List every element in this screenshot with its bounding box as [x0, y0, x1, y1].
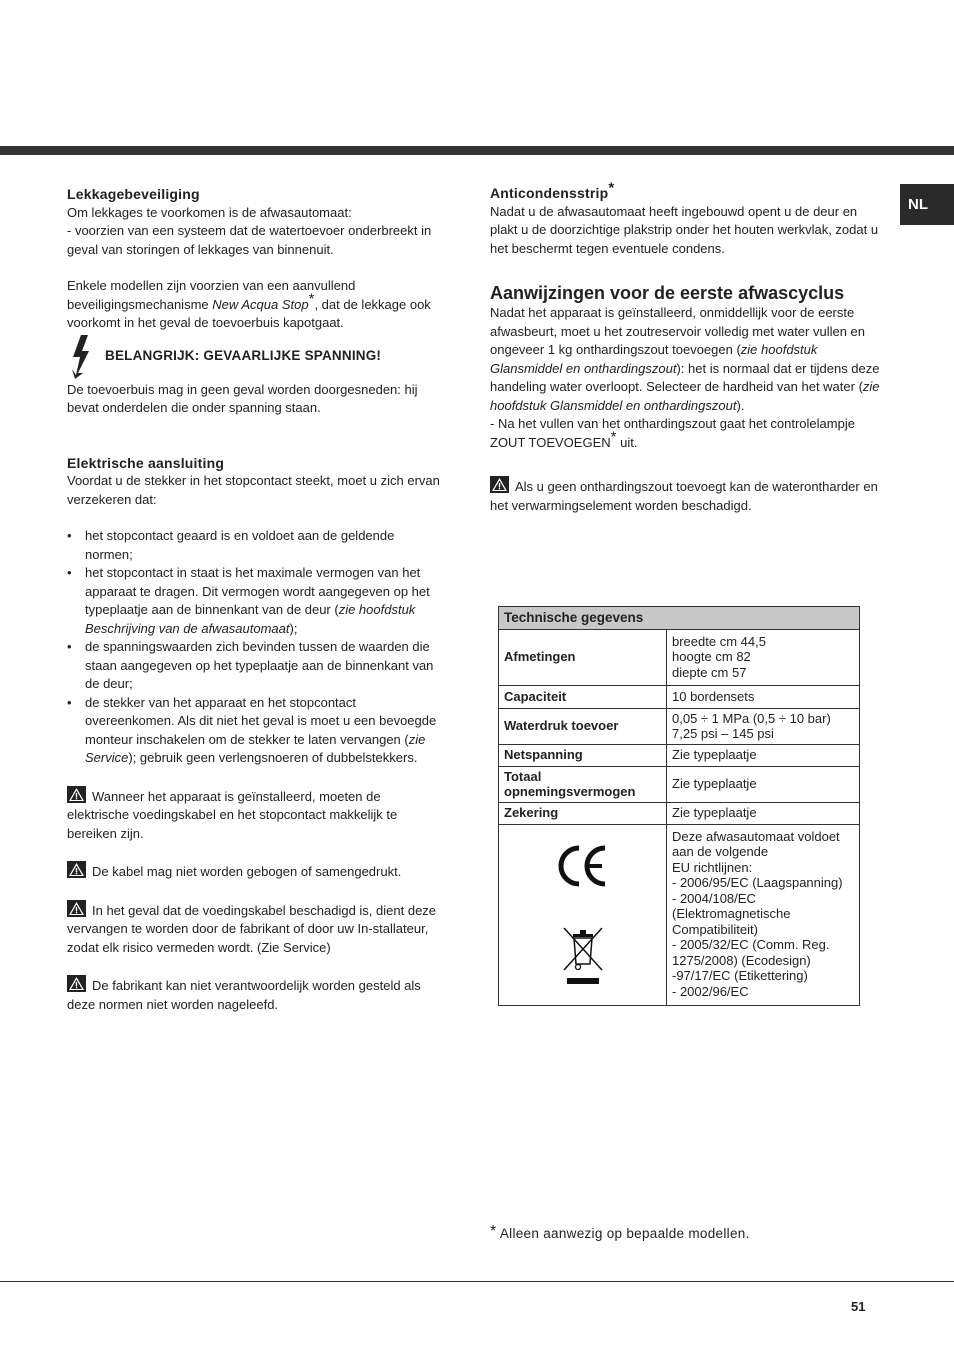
spec-key: Netspanning: [499, 744, 667, 766]
table-row: [499, 629, 860, 685]
warning-note: In het geval dat de voedingskabel beschadigd is, dient deze vervangen te worden door de fabrikant of door uw In-stallateur, zodat elk risico vermeden wordt. (Zie Service): [67, 900, 445, 958]
spec-key: Afmetingen: [499, 629, 667, 685]
spec-value: 10 bordensets: [667, 685, 860, 708]
danger-label: BELANGRIJK: GEVAARLIJKE SPANNING!: [105, 348, 382, 364]
table-row: [499, 708, 860, 744]
footnote: * Alleen aanwezig op bepaalde modellen.: [490, 1223, 750, 1241]
bottom-rule: [0, 1281, 954, 1282]
electric-intro: Voordat u de stekker in het stopcontact steekt, moet u zich ervan verzekeren dat:: [67, 473, 440, 507]
warning-icon: [67, 861, 86, 878]
page-number: 51: [851, 1299, 866, 1314]
leak-item: - voorzien van een systeem dat de watertoevoer onderbreekt in geval van storingen of lekkages van binnenuit.: [67, 223, 432, 257]
tech-specs-table: [498, 606, 860, 1006]
right-column: [490, 179, 882, 515]
warning-note: De fabrikant kan niet verantwoordelijk worden gesteld als deze normen niet worden nageleefd.: [67, 975, 445, 1014]
first-cycle-title: Aanwijzingen voor de eerste afwascyclus: [490, 283, 845, 303]
spec-value: breedte cm 44,5 hoogte cm 82 diepte cm 57: [667, 629, 860, 685]
table-row: [499, 824, 860, 1006]
leak-title: Lekkagebeveiliging: [67, 186, 200, 202]
table-title: Technische gegevens: [499, 607, 860, 630]
table-row: [499, 766, 860, 802]
spec-value: Zie typeplaatje: [667, 802, 860, 824]
left-column: [67, 185, 445, 1014]
list-item: • het stopcontact in staat is het maximale vermogen van het apparaat te dragen. Dit vermogen wordt aangegeven op het typeplaatje aan de binnenkant van de deur (zie hoofdstuk Beschrijving van de afwasautomaat);: [67, 564, 445, 638]
list-item: • de stekker van het apparaat en het stopcontact overeenkomen. Als dit niet het geval is moet u een bevoegde monteur inschakelen om de stekker te laten vervangen (zie Service); gebruik geen verlengsnoeren of dubbelstekkers.: [67, 694, 445, 768]
warning-icon: [67, 975, 86, 992]
spec-key: Zekering: [499, 802, 667, 824]
warning-note: Wanneer het apparaat is geïnstalleerd, moeten de elektrische voedingskabel en het stopcontact makkelijk te bereiken zijn.: [67, 786, 445, 844]
danger-text: De toevoerbuis mag in geen geval worden doorgesneden: hij bevat onderdelen die onder spanning staan.: [67, 381, 418, 415]
danger-notice: [67, 333, 445, 381]
warning-icon: [67, 786, 86, 803]
list-item: • de spanningswaarden zich bevinden tussen de waarden die staan aangegeven op het typeplaatje aan de binnenkant van de deur;: [67, 638, 445, 694]
compliance-text: Deze afwasautomaat voldoet aan de volgende EU richtlijnen: - 2006/95/EC (Laagspanning) - 2004/108/EC (Elektromagnetische Compatibiliteit) - 2005/32/EC (Comm. Reg. 1275/2008) (Ecodesign) -97/17/EC (Etikettering) - 2002/96/EC: [667, 824, 860, 1006]
spec-value: Zie typeplaatje: [667, 766, 860, 802]
leak-extra: Enkele modellen zijn voorzien van een aanvullend beveiligingsmechanisme New Acqua Stop*, dat de lekkage ook voorkomt in het geval de toevoerbuis kapotgaat.: [67, 278, 431, 330]
warning-note: De kabel mag niet worden gebogen of samengedrukt.: [67, 861, 445, 882]
marks-cell: [499, 824, 667, 1006]
spec-value: 0,05 ÷ 1 MPa (0,5 ÷ 10 bar) 7,25 psi – 145 psi: [667, 708, 860, 744]
spec-key: Capaciteit: [499, 685, 667, 708]
anticondens-title: Anticondensstrip*: [490, 179, 615, 201]
lightning-bolt-icon: [67, 335, 97, 379]
list-item: • het stopcontact geaard is en voldoet aan de geldende normen;: [67, 527, 445, 564]
warning-icon: [490, 476, 509, 493]
electric-title: Elektrische aansluiting: [67, 454, 225, 471]
table-row: [499, 744, 860, 766]
first-cycle-text: Nadat het apparaat is geïnstalleerd, onmiddellijk voor de eerste afwasbeurt, moet u het zoutreservoir volledig met water vullen en ongeveer 1 kg onthardingszout toevoegen (zie hoofdstuk Glansmiddel en onthardingszout): het is normaal dat er tijdens deze handeling water overloopt. Selecteer de hardheid van het water (zie hoofdstuk Glansmiddel en onthardingszout).: [490, 305, 880, 413]
first-cycle-salt-note: - Na het vullen van het onthardingszout gaat het controlelampje ZOUT TOEVOEGEN* uit.: [490, 416, 855, 450]
table-row: [499, 685, 860, 708]
spec-key: Totaal opnemingsvermogen: [499, 766, 667, 802]
anticondens-text: Nadat u de afwasautomaat heeft ingebouwd opent u de deur en plakt u de doorzichtige plakstrip onder het houten werkvlak, zodat u het beschermt tegen eventuele condens.: [490, 203, 879, 256]
weee-bin-icon: [561, 924, 605, 986]
table-row: [499, 802, 860, 824]
top-rule: [0, 146, 954, 155]
language-tab: NL: [900, 184, 954, 225]
warning-icon: [67, 900, 86, 917]
spec-value: Zie typeplaatje: [667, 744, 860, 766]
ce-mark-icon: [555, 844, 611, 888]
electric-list: [67, 527, 445, 768]
spec-key: Waterdruk toevoer: [499, 708, 667, 744]
leak-intro: Om lekkages te voorkomen is de afwasautomaat:: [67, 204, 352, 220]
warning-note: Als u geen onthardingszout toevoegt kan de waterontharder en het verwarmingselement worden beschadigd.: [490, 476, 882, 515]
